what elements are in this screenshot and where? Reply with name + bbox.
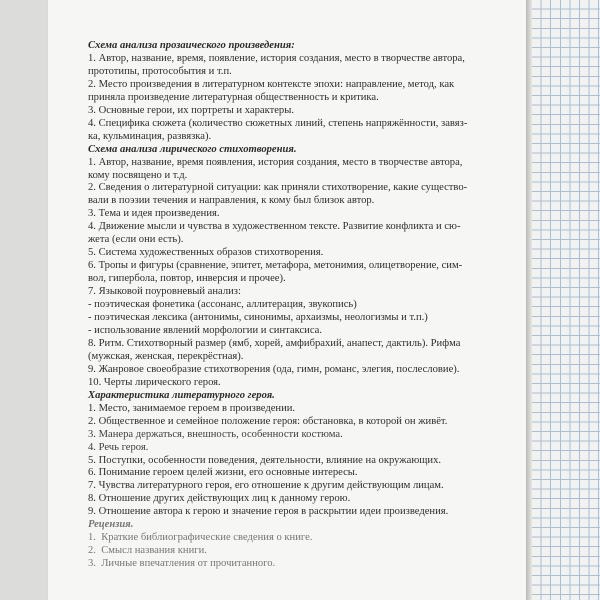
section-heading: Характеристика литературного героя.	[88, 389, 275, 401]
text-line: 3. Личные впечатления от прочитанного.	[88, 558, 276, 570]
text-line: 3. Основные герои, их портреты и характеры.	[88, 104, 294, 116]
text-line: - поэтическая фонетика (ассонанс, аллитерация, звукопись)	[88, 299, 357, 311]
text-line: - поэтическая лексика (антонимы, синонимы, архаизмы, неологизмы и т.п.)	[88, 312, 428, 324]
text-line: 2. Сведения о литературной ситуации: как приняли стихотворение, какие существо-	[88, 182, 468, 194]
text-line: 7. Языковой поуровневый анализ:	[88, 286, 241, 298]
section-heading: Схема анализа лирического стихотворения.	[88, 143, 297, 155]
text-line: 1. Автор, название, время появления, история создания, место в творчестве автора,	[88, 156, 463, 168]
text-line: 4. Движение мысли и чувства в художественном тексте. Развитие конфликта и сю-	[88, 221, 461, 233]
document-text	[88, 40, 508, 571]
text-line: 7. Чувства литературного героя, его отношение к другим действующим лицам.	[88, 480, 444, 492]
section-heading: Рецензия.	[88, 519, 134, 531]
text-line: жета (если они есть).	[88, 234, 184, 246]
text-line: 9. Отношение автора к герою и значение героя в раскрытии идеи произведения.	[88, 506, 449, 518]
text-line: 1. Краткие библиографические сведения о книге.	[88, 532, 313, 544]
text-line: вали в поэзии течения и направления, к кому был близок автор.	[88, 195, 375, 207]
text-line: кому посвящено и т.д.	[88, 169, 188, 181]
text-line: 6. Понимание героем целей жизни, его основные интересы.	[88, 467, 358, 479]
text-line: прототипы, протособытия и т.п.	[88, 65, 232, 77]
text-line: 5. Поступки, особенности поведения, деятельности, влияние на окружающих.	[88, 454, 442, 466]
text-line: 4. Специфика сюжета (количество сюжетных линий, степень напряжённости, завяз-	[88, 117, 468, 129]
text-line: 9. Жанровое своеобразие стихотворения (ода, гимн, романс, элегия, послесловие).	[88, 363, 460, 375]
text-line: 2. Смысл названия книги.	[88, 545, 207, 557]
text-line: ка, кульминация, развязка).	[88, 130, 212, 142]
text-line: 8. Отношение других действующих лиц к данному герою.	[88, 493, 351, 505]
text-line: приняла произведение литературная общественность и критика.	[88, 91, 379, 103]
text-line: 2. Общественное и семейное положение героя: обстановка, в которой он живёт.	[88, 415, 448, 427]
text-line: 4. Речь героя.	[88, 441, 149, 453]
section-heading: Схема анализа прозаического произведения:	[88, 40, 295, 51]
text-line: 8. Ритм. Стихотворный размер (ямб, хорей, амфибрахий, анапест, дактиль). Рифма	[88, 337, 461, 349]
text-line: 3. Манера держаться, внешность, особенности костюма.	[88, 428, 343, 440]
text-line: 5. Система художественных образов стихотворения.	[88, 247, 324, 259]
text-line: 1. Автор, название, время, появление, история создания, место в творчестве автора,	[88, 52, 465, 64]
text-line: 10. Черты лирического героя.	[88, 376, 221, 388]
text-line: вол, гипербола, повтор, инверсия и прочее).	[88, 273, 286, 285]
text-line: (мужская, женская, перекрёстная).	[88, 350, 244, 362]
text-line: 6. Тропы и фигуры (сравнение, эпитет, метафора, метонимия, олицетворение, сим-	[88, 260, 463, 272]
grid-paper-page	[532, 0, 600, 600]
text-line: 3. Тема и идея произведения.	[88, 208, 220, 220]
text-line: - использование явлений морфологии и синтаксиса.	[88, 324, 323, 336]
text-line: 1. Место, занимаемое героем в произведении.	[88, 402, 296, 414]
text-line: 2. Место произведения в литературном контексте эпохи: направление, метод, как	[88, 78, 455, 90]
